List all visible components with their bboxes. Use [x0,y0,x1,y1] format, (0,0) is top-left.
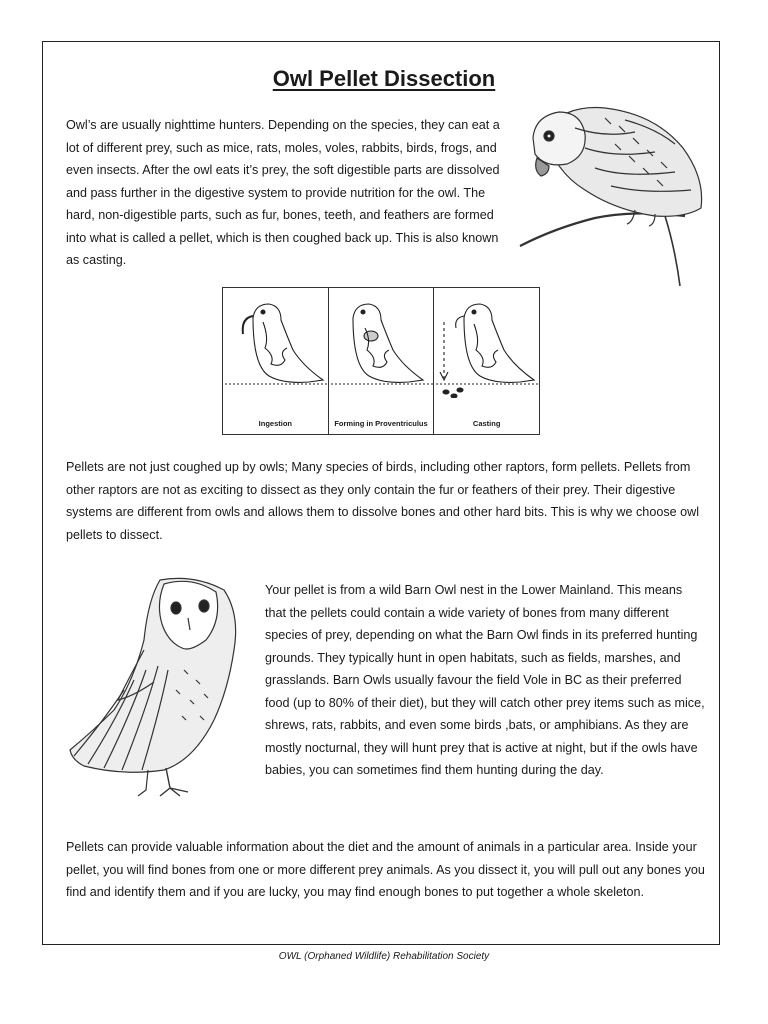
owl-forming-pellet-icon [329,288,435,398]
barn-owl-paragraph: Your pellet is from a wild Barn Owl nest in the Lower Mainland. This means that the pellets could contain a wide variety of bones from many different species of prey, depending on what the Barn Owl finds in its preferred hunting grounds. They typically hunt in open habitats, such as fields, marshes, and grasslands. Barn Owls usually favour the field Vole in BC as their preferred food (up to 80% of their diet), but they will catch other prey items such as mice, shrews, rats, rabbits, and even some birds ,bats, or amphibians. As they are mostly nocturnal, they will hunt prey that is active at night, but if the owls have babies, you can sometimes find them hunting during the day. [265,583,705,777]
owl-ingestion-icon [223,288,329,398]
diagram-panel-forming [329,288,435,434]
pellets-paragraph: Pellets are not just coughed up by owls; Many species of birds, including other raptors, form pellets. Pellets from other raptors are not as exciting to dissect as they only contain the fur or feathers of their prey. Their digestive systems are different from owls and allows them to dissolve bones and other hard bits. This is why we choose owl pellets to dissect. [66,460,700,542]
diagram-label-ingestion: Ingestion [258,419,292,428]
barn-owl-illustration [64,570,244,802]
diagram-panel-casting [434,288,539,434]
pellet-info-paragraph: Pellets can provide valuable information about the diet and the amount of animals in a particular area. Inside your pellet, you will find bones from one or more different prey animals. As you dissect it, you will pull out any bones you find and identify them and if you are lucky, you may find enough bones to put together a whole skeleton. [66,840,705,899]
page-title: Owl Pellet Dissection [272,66,496,91]
intro-paragraph: Owl’s are usually nighttime hunters. Depending on the species, they can eat a lot of different prey, such as mice, rats, moles, voles, rabbits, birds, frogs, and even insects. After the owl eats it’s prey, the soft digestible parts are dissolved and pass further in the digestive system to provide nutrition for the owl. The hard, non-digestible parts, such as fur, bones, teeth, and feathers are formed into what is called a pellet, which is then coughed back up. This is also known as casting. [66,118,500,267]
diagram-panel-ingestion [223,288,329,434]
owl-casting-pellet-icon [434,288,540,398]
pellet-formation-diagram [222,287,540,435]
short-eared-owl-illustration [515,98,707,290]
diagram-label-casting: Casting [472,419,501,428]
diagram-label-forming: Forming in Proventriculus [334,419,428,428]
footer-credit: OWL (Orphaned Wildlife) Rehabilitation Society [278,951,490,962]
